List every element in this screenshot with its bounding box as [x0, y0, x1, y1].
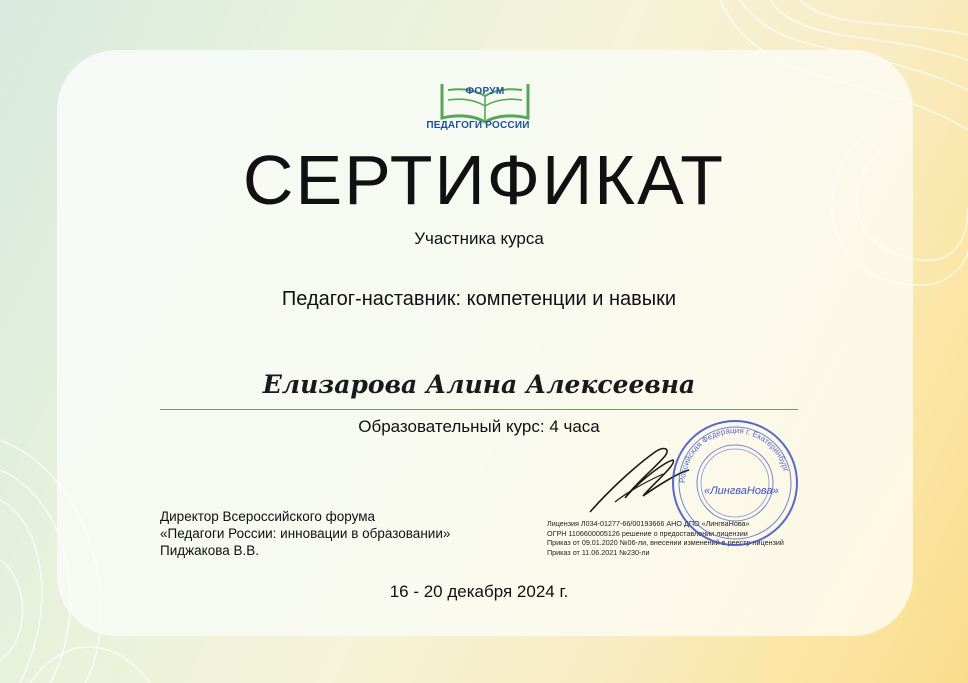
- director-block: [160, 508, 450, 559]
- license-line: Приказ от 09.01.2020 №06-ли, внесении изменений в реестр лицензий: [547, 538, 784, 548]
- stamp-name: «ЛингваНова»: [704, 485, 779, 497]
- license-line: Приказ от 11.06.2021 №230-ли: [547, 547, 650, 557]
- name-underline: [160, 409, 798, 410]
- organization-stamp: [670, 418, 800, 548]
- certificate-subtitle: Участника курса: [414, 229, 544, 248]
- course-name: Педагог-наставник: компетенции и навыки: [281, 288, 677, 310]
- director-forum-line: «Педагоги России: инновации в образовании»: [160, 526, 451, 541]
- license-line: Лицензия Л034-01277-66/00193666 АНО ДПО «ЛингваНова»: [547, 519, 750, 528]
- director-title-line: Директор Всероссийского форума: [160, 509, 375, 524]
- certificate-title: СЕРТИФИКАТ: [242, 141, 726, 219]
- course-dates: 16 - 20 декабря 2024 г.: [389, 582, 569, 601]
- stamp-ring-text: Российская Федерация г. Екатеринбург: [677, 425, 791, 484]
- recipient-name: Елизарова Алина Алексеевна: [262, 370, 696, 399]
- course-hours: Образовательный курс: 4 часа: [358, 417, 600, 436]
- director-name-line: Пиджакова В.В.: [160, 543, 260, 558]
- logo-top-text: ФОРУМ: [465, 86, 505, 97]
- logo-bottom-text: ПЕДАГОГИ РОССИИ: [426, 120, 530, 131]
- license-line: ОГРН 1106600005126 решение о предоставлении лицензии: [547, 528, 748, 538]
